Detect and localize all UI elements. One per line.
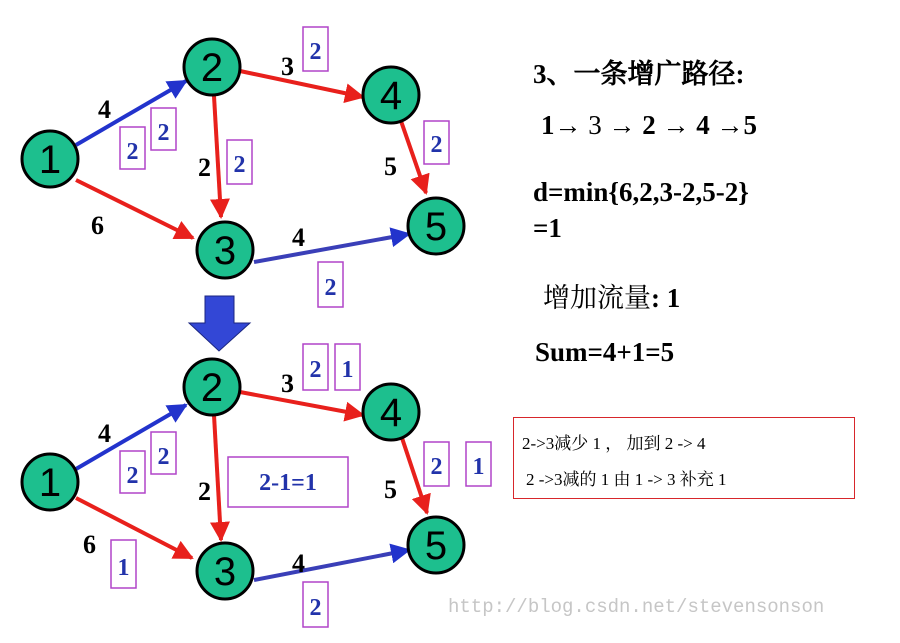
svg-text:2: 2 [324,275,337,301]
node-2 [184,39,240,95]
svg-text:1: 1 [341,357,354,383]
svg-text:4: 4 [379,74,403,118]
node-5 [408,517,464,573]
edge-3-5 [254,550,409,580]
svg-text:5: 5 [424,205,448,249]
path-node: 1 [541,110,555,140]
node-4 [363,384,419,440]
flow-box [335,344,360,390]
edge-2-3 [214,96,221,217]
note-line: 2->3减少 1 ， 加到 2 -> 4 [522,434,706,453]
svg-text:5: 5 [424,524,448,568]
svg-text:2: 2 [157,120,170,146]
svg-text:1: 1 [38,461,62,505]
svg-text:1: 1 [38,138,62,182]
flow-increase-label: 增加流量 [543,283,651,313]
edge-2-4 [240,71,363,97]
svg-text:2: 2 [157,444,170,470]
node-1 [22,131,78,187]
path-node: 4 [696,110,710,140]
capacity-1-2: 4 [98,419,111,448]
svg-text:1: 1 [117,555,130,581]
capacity-2-3: 2 [198,153,211,182]
flow-box [466,442,491,486]
capacity-3-5: 4 [292,223,305,252]
bottleneck-formula: d=min{6,2,3-2,5-2} [533,177,749,207]
total-flow-sum: Sum=4+1=5 [535,337,675,367]
top-network [22,27,464,307]
svg-text:3: 3 [213,229,237,273]
svg-text:3: 3 [213,550,237,594]
capacity-4-5: 5 [384,152,397,181]
svg-text:2: 2 [233,152,246,178]
arrow-icon: → [554,110,582,140]
path-node: 5 [743,110,757,140]
edge-4-5 [401,121,426,193]
node-1 [22,454,78,510]
flow-box [303,27,328,71]
augmenting-path-sequence [541,110,757,141]
flow-box-expression [228,457,348,507]
arrow-icon: → [716,110,744,140]
flow-box [111,540,136,588]
path-node: 2 [642,110,656,140]
svg-text:2: 2 [430,132,443,158]
flow-box [120,451,145,493]
flow-box [227,140,252,184]
svg-text:2: 2 [309,595,322,621]
capacity-1-3: 6 [83,530,96,559]
flow-box [424,121,449,164]
transition-arrow-icon [189,296,250,351]
capacity-2-4: 3 [281,369,294,398]
node-4 [363,67,419,123]
bottom-network [22,344,491,627]
watermark-url: http://blog.csdn.net/stevensonson [448,596,825,618]
capacity-2-3: 2 [198,477,211,506]
svg-text:2: 2 [430,454,443,480]
svg-text:2: 2 [309,39,322,65]
note-line: 2 ->3减的 1 由 1 -> 3 补充 1 [526,470,727,489]
capacity-3-5: 4 [292,549,305,578]
flow-box [318,262,343,307]
flow-box [303,582,328,627]
svg-text:4: 4 [379,391,403,435]
flow-box [120,127,145,169]
node-3 [197,543,253,599]
arrow-icon: → [608,110,636,140]
node-3 [197,222,253,278]
augmenting-path-title: 3、一条增广路径: [533,59,745,89]
capacity-1-2: 4 [98,95,111,124]
node-5 [408,198,464,254]
flow-box [303,344,328,390]
svg-text:2: 2 [200,46,224,90]
edge-3-5 [254,234,409,262]
arrow-icon: → [662,110,690,140]
bottleneck-result: =1 [533,213,562,243]
flow-box [151,108,176,150]
path-node: 3 [588,110,602,140]
capacity-1-3: 6 [91,211,104,240]
edge-2-3 [214,415,221,540]
svg-text:2-1=1: 2-1=1 [259,470,317,496]
flow-increase [543,276,680,315]
svg-text:2: 2 [309,357,322,383]
explanation-note [513,417,855,499]
svg-text:2: 2 [126,139,139,165]
svg-text:1: 1 [472,454,485,480]
capacity-2-4: 3 [281,52,294,81]
node-2 [184,359,240,415]
flow-box [424,442,449,486]
flow-increase-value: : 1 [651,283,681,313]
svg-text:2: 2 [200,366,224,410]
svg-text:2: 2 [126,463,139,489]
edge-2-4 [240,392,363,415]
capacity-4-5: 5 [384,475,397,504]
flow-box [151,432,176,474]
